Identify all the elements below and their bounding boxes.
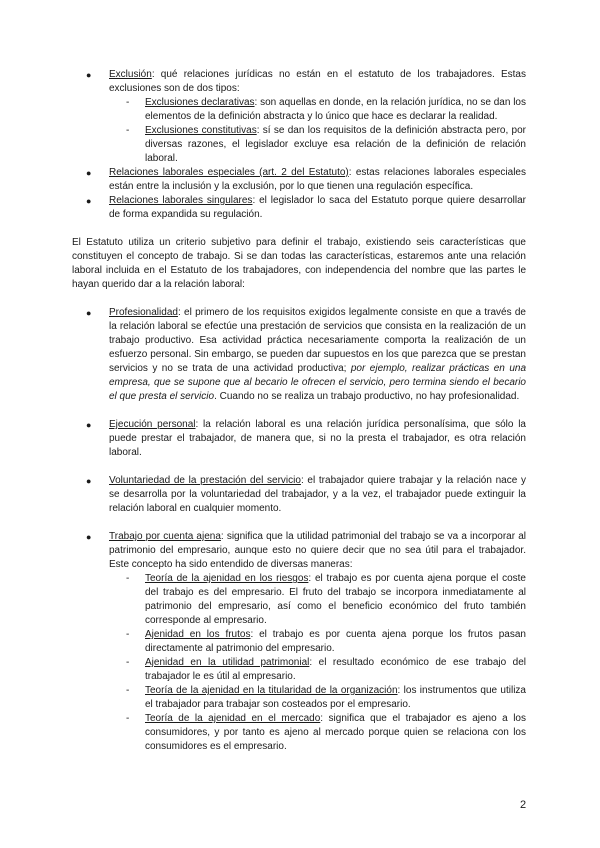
bullet-exclusion — [72, 68, 526, 96]
bullet-text-tail: . Cuando no se realiza un trabajo productivo, no hay profesionalidad. — [214, 391, 520, 402]
bullet-dot-icon: ● — [86, 420, 92, 430]
bullet-italic-text: por ejemplo, realizar prácticas en una empresa, que se supone que al becario le ofrecen el servicio, pero termina siendo el becario el que presta el servicio — [109, 363, 527, 402]
bullet-text: : el primero de los requisitos exigidos legalmente consiste en que a través de la relación laboral se efectúe una prestación de servicios que consista en la realización de un trabajo productivo. Esa actividad práctica necesariamente comporta la realización de un esfuerzo personal. Sin embargo, se pueden dar supuestos en los que parezca que se prestan servicios y no se trata de una actividad productiva; — [109, 307, 526, 374]
term: Relaciones laborales especiales (art. 2 del Estatuto) — [109, 167, 349, 178]
dash-icon: - — [126, 97, 130, 108]
bullet-cuenta-ajena — [72, 530, 526, 572]
sub-bullet-mercado — [72, 712, 526, 754]
bullet-dot-icon: ● — [86, 196, 92, 206]
sub-bullet-organizacion — [72, 684, 526, 712]
sub-bullet-frutos — [72, 628, 526, 656]
body-paragraph: El Estatuto utiliza un criterio subjetivo para definir el trabajo, existiendo seis características que constituyen el concepto de trabajo. Si se dan todas las características, estaremos ante una relación laboral incluida en el Estatuto de los trabajadores, con independencia del nombre que las partes le hayan querido dar a la relación laboral: — [72, 237, 526, 290]
bullet-text: : significa que el trabajador es ajeno a los consumidores, y por tanto es ajeno al mercado porque quien se relaciona con los consumidores es el empresario. — [145, 713, 526, 752]
term: Relaciones laborales singulares — [109, 195, 253, 206]
bullet-dot-icon: ● — [86, 476, 92, 486]
term: Teoría de la ajenidad en la titularidad de la organización — [145, 685, 398, 696]
bullet-dot-icon: ● — [86, 308, 92, 318]
term: Teoría de la ajenidad en el mercado — [145, 713, 321, 724]
sub-bullet-constitutivas — [72, 124, 526, 166]
bullet-ejecucion-personal — [72, 418, 526, 460]
bullet-dot-icon: ● — [86, 168, 92, 178]
sub-bullet-declarativas — [72, 96, 526, 124]
term: Exclusiones declarativas — [145, 97, 255, 108]
bullet-profesionalidad — [72, 306, 526, 404]
term: Ajenidad en los frutos — [145, 629, 251, 640]
dash-icon: - — [126, 629, 130, 640]
dash-icon: - — [126, 685, 130, 696]
bullet-dot-icon: ● — [86, 70, 92, 80]
page-number: 2 — [520, 799, 527, 811]
bullet-text: : significa que la utilidad patrimonial del trabajo se va a incorporar al patrimonio del empresario, aunque esto no quiere decir que no sea útil para el trabajador. Este concepto ha sido entendido de diversas maneras: — [109, 531, 526, 570]
bullet-text: : el trabajo es por cuenta ajena porque el coste del trabajo es del empresario. El fruto del trabajo se incorpora inmediatamente al patrimonio del empresario, así como el beneficio económico del fruto también corresponde al empresario. — [145, 573, 526, 626]
bullet-voluntariedad — [72, 474, 526, 516]
bullet-relaciones-especiales — [72, 166, 526, 194]
dash-icon: - — [126, 125, 130, 136]
term: Teoría de la ajenidad en los riesgos — [145, 573, 309, 584]
bullet-text: : sí se dan los requisitos de la definición abstracta pero, por diversas razones, el legislador excluye esa relación de la definición de relación laboral. — [145, 125, 526, 164]
bullet-dot-icon: ● — [86, 532, 92, 542]
term: Voluntariedad de la prestación del servicio — [109, 475, 301, 486]
sub-bullet-riesgos — [72, 572, 526, 628]
term: Exclusión — [109, 69, 152, 80]
bullet-text: : el resultado económico de ese trabajo del trabajador le es útil al empresario. — [145, 657, 526, 682]
bullet-text: : el legislador lo saca del Estatuto porque quiere desarrollar de forma expandida su regulación. — [109, 195, 526, 220]
bullet-text: : los instrumentos que utiliza el trabajador para trabajar son costeados por el empresario. — [145, 685, 526, 710]
dash-icon: - — [126, 657, 130, 668]
term: Trabajo por cuenta ajena — [109, 531, 221, 542]
bullet-text: : son aquellas en donde, en la relación jurídica, no se dan los elementos de la definición abstracta y lo único que hace es declarar la realidad. — [145, 97, 526, 122]
bullet-relaciones-singulares — [72, 194, 526, 222]
term: Exclusiones constitutivas — [145, 125, 257, 136]
term: Profesionalidad — [109, 307, 178, 318]
dash-icon: - — [126, 713, 130, 724]
dash-icon: - — [126, 573, 130, 584]
bullet-text: : el trabajador quiere trabajar y la relación nace y se desarrolla por la voluntariedad del trabajador, y a la vez, el trabajador puede extinguir la relación laboral en cualquier momento. — [109, 475, 526, 514]
bullet-text: : la relación laboral es una relación jurídica personalísima, que sólo la puede prestar el trabajador, de manera que, si no la presta el trabajador, es otra relación laboral. — [109, 419, 526, 458]
bullet-text: : qué relaciones jurídicas no están en el estatuto de los trabajadores. Estas exclusiones son de dos tipos: — [109, 69, 526, 94]
term: Ejecución personal — [109, 419, 196, 430]
term: Ajenidad en la utilidad patrimonial — [145, 657, 310, 668]
page-content — [72, 68, 526, 754]
sub-bullet-utilidad — [72, 656, 526, 684]
bullet-text: : estas relaciones laborales especiales están entre la inclusión y la exclusión, por lo que tienen una regulación específica. — [109, 167, 526, 192]
bullet-text: : el trabajo es por cuenta ajena porque los frutos pasan directamente al patrimonio del empresario. — [145, 629, 526, 654]
